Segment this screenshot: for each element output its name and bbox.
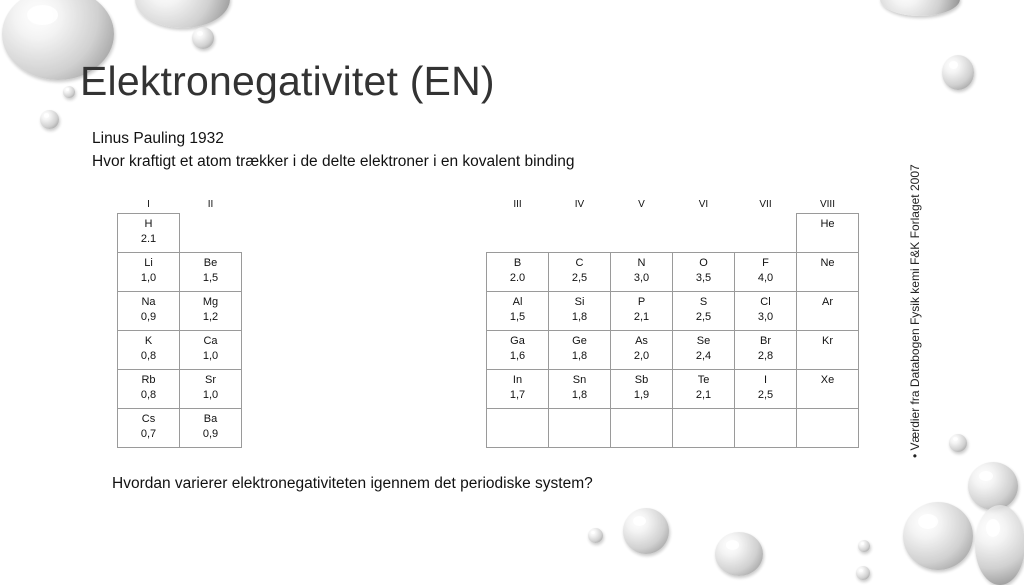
element-cell-O (673, 253, 735, 292)
water-drop-decoration (135, 0, 230, 28)
element-en-value: 1,5 (202, 272, 219, 284)
element-en-value: 0,9 (140, 311, 157, 323)
periodic-table (117, 195, 859, 448)
element-cell-P (611, 292, 673, 331)
element-symbol: F (762, 257, 769, 269)
group-label: VII (759, 198, 772, 210)
group-spacer (425, 195, 487, 214)
element-cell-Kr (797, 331, 859, 370)
empty-cell (797, 409, 859, 448)
element-cell-K (118, 331, 180, 370)
element-en-value: 1,5 (509, 311, 526, 323)
element-cell-Na (118, 292, 180, 331)
element-symbol: Si (574, 296, 585, 308)
element-cell-Xe (797, 370, 859, 409)
element-cell-He (797, 214, 859, 253)
element-symbol: O (699, 257, 708, 269)
element-symbol: Ba (203, 413, 218, 425)
element-symbol: Na (141, 296, 156, 308)
element-symbol: Sb (634, 374, 649, 386)
element-en-value: 1,7 (509, 389, 526, 401)
group-spacer (303, 195, 364, 214)
empty-cell (611, 409, 673, 448)
element-symbol: N (637, 257, 646, 269)
element-cell-N (611, 253, 673, 292)
water-drop-decoration (856, 566, 870, 580)
element-en-value: 2,5 (695, 311, 712, 323)
element-symbol: Ga (510, 335, 525, 347)
element-symbol: Ar (822, 296, 833, 308)
element-cell-Mg (180, 292, 242, 331)
element-cell-H (118, 214, 180, 253)
element-en-value: 1,8 (571, 389, 588, 401)
period-row-3 (118, 292, 859, 331)
element-cell-Cs (118, 409, 180, 448)
element-symbol: Br (760, 335, 771, 347)
slide-title: Elektronegativitet (EN) (80, 58, 495, 104)
element-symbol: Mg (202, 296, 219, 308)
water-drop-decoration (715, 532, 763, 576)
element-en-value: 0,9 (202, 428, 219, 440)
element-symbol: P (637, 296, 646, 308)
element-en-value: 2.1 (140, 233, 157, 245)
element-symbol: C (575, 257, 584, 269)
element-en-value: 0,8 (140, 389, 157, 401)
element-cell-F (735, 253, 797, 292)
element-symbol: Se (696, 335, 711, 347)
water-drop-decoration (880, 0, 960, 16)
group-label: IV (574, 198, 585, 210)
element-cell-Be (180, 253, 242, 292)
element-cell-Sb (611, 370, 673, 409)
element-en-value: 1,8 (571, 311, 588, 323)
water-drop-decoration (968, 462, 1018, 510)
element-en-value: 2,4 (695, 350, 712, 362)
element-en-value: 1,8 (571, 350, 588, 362)
element-symbol: Te (697, 374, 710, 386)
water-drop-decoration (623, 508, 669, 554)
element-en-value: 2,5 (571, 272, 588, 284)
element-cell-Rb (118, 370, 180, 409)
period-row-5 (118, 370, 859, 409)
element-en-value: 3,5 (695, 272, 712, 284)
element-en-value: 2,8 (757, 350, 774, 362)
water-drop-decoration (903, 502, 973, 570)
element-symbol: S (699, 296, 708, 308)
element-symbol: In (512, 374, 523, 386)
element-symbol: I (763, 374, 768, 386)
element-en-value: 4,0 (757, 272, 774, 284)
element-cell-Ba (180, 409, 242, 448)
element-symbol: He (820, 218, 835, 230)
period-row-6 (118, 409, 859, 448)
group-label: III (513, 198, 522, 210)
element-cell-Se (673, 331, 735, 370)
element-cell-Ga (487, 331, 549, 370)
definition-text: Hvor kraftigt et atom trækker i de delte elektroner i en kovalent binding (92, 153, 575, 170)
element-en-value: 2,5 (757, 389, 774, 401)
element-cell-Al (487, 292, 549, 331)
element-cell-Ar (797, 292, 859, 331)
group-label: VIII (819, 198, 835, 210)
group-label: II (207, 198, 214, 210)
group-label: VI (698, 198, 709, 210)
period-row-1 (118, 214, 859, 253)
water-drop-decoration (942, 55, 974, 90)
period-row-4 (118, 331, 859, 370)
element-cell-Si (549, 292, 611, 331)
group-spacer (364, 195, 425, 214)
group-label: V (638, 198, 645, 210)
element-en-value: 3,0 (633, 272, 650, 284)
element-cell-As (611, 331, 673, 370)
element-en-value: 0,7 (140, 428, 157, 440)
element-cell-C (549, 253, 611, 292)
question-text: Hvordan varierer elektronegativiteten igennem det periodiske system? (112, 475, 593, 492)
water-drop-decoration (40, 110, 59, 129)
element-en-value: 2,1 (633, 311, 650, 323)
element-symbol: Rb (141, 374, 156, 386)
element-symbol: Kr (822, 335, 833, 347)
element-en-value: 1,0 (202, 389, 219, 401)
element-symbol: Be (203, 257, 218, 269)
water-drop-decoration (588, 528, 603, 543)
element-cell-Sn (549, 370, 611, 409)
element-en-value: 2,0 (633, 350, 650, 362)
element-en-value: 1,0 (140, 272, 157, 284)
element-symbol: K (144, 335, 153, 347)
element-en-value: 1,2 (202, 311, 219, 323)
element-symbol: Li (144, 257, 153, 269)
element-symbol: Ne (820, 257, 835, 269)
element-cell-Cl (735, 292, 797, 331)
element-symbol: Xe (820, 374, 835, 386)
group-spacer (242, 195, 304, 214)
element-cell-Li (118, 253, 180, 292)
water-drop-decoration (975, 505, 1024, 585)
element-symbol: Sn (572, 374, 587, 386)
empty-cell (487, 409, 549, 448)
element-en-value: 0,8 (140, 350, 157, 362)
group-label: I (147, 198, 150, 210)
element-en-value: 2.0 (509, 272, 526, 284)
element-cell-Ca (180, 331, 242, 370)
element-cell-In (487, 370, 549, 409)
author-line: Linus Pauling 1932 (92, 130, 224, 147)
water-drop-decoration (949, 434, 967, 452)
element-symbol: Cs (141, 413, 156, 425)
element-cell-B (487, 253, 549, 292)
element-symbol: B (513, 257, 522, 269)
element-en-value: 1,0 (202, 350, 219, 362)
element-en-value: 1,9 (633, 389, 650, 401)
element-cell-Te (673, 370, 735, 409)
element-en-value: 2,1 (695, 389, 712, 401)
water-drop-decoration (858, 540, 870, 552)
element-cell-S (673, 292, 735, 331)
source-note: • Værdier fra Databogen Fysik kemi F&K Forlaget 2007 (908, 164, 922, 458)
element-symbol: H (144, 218, 153, 230)
group-header-row (118, 195, 859, 214)
period-row-2 (118, 253, 859, 292)
element-symbol: Ca (203, 335, 218, 347)
empty-cell (673, 409, 735, 448)
source-text: Værdier fra Databogen Fysik kemi F&K Forlaget 2007 (908, 164, 922, 451)
element-symbol: As (635, 335, 648, 347)
element-cell-Ge (549, 331, 611, 370)
empty-cell (735, 409, 797, 448)
element-symbol: Sr (205, 374, 216, 386)
element-cell-I (735, 370, 797, 409)
water-drop-decoration (192, 27, 214, 49)
element-symbol: Cl (760, 296, 771, 308)
element-symbol: Ge (572, 335, 587, 347)
empty-cell (549, 409, 611, 448)
element-cell-Sr (180, 370, 242, 409)
element-cell-Ne (797, 253, 859, 292)
element-symbol: Al (512, 296, 523, 308)
element-en-value: 3,0 (757, 311, 774, 323)
element-en-value: 1,6 (509, 350, 526, 362)
element-cell-Br (735, 331, 797, 370)
water-drop-decoration (63, 86, 75, 98)
